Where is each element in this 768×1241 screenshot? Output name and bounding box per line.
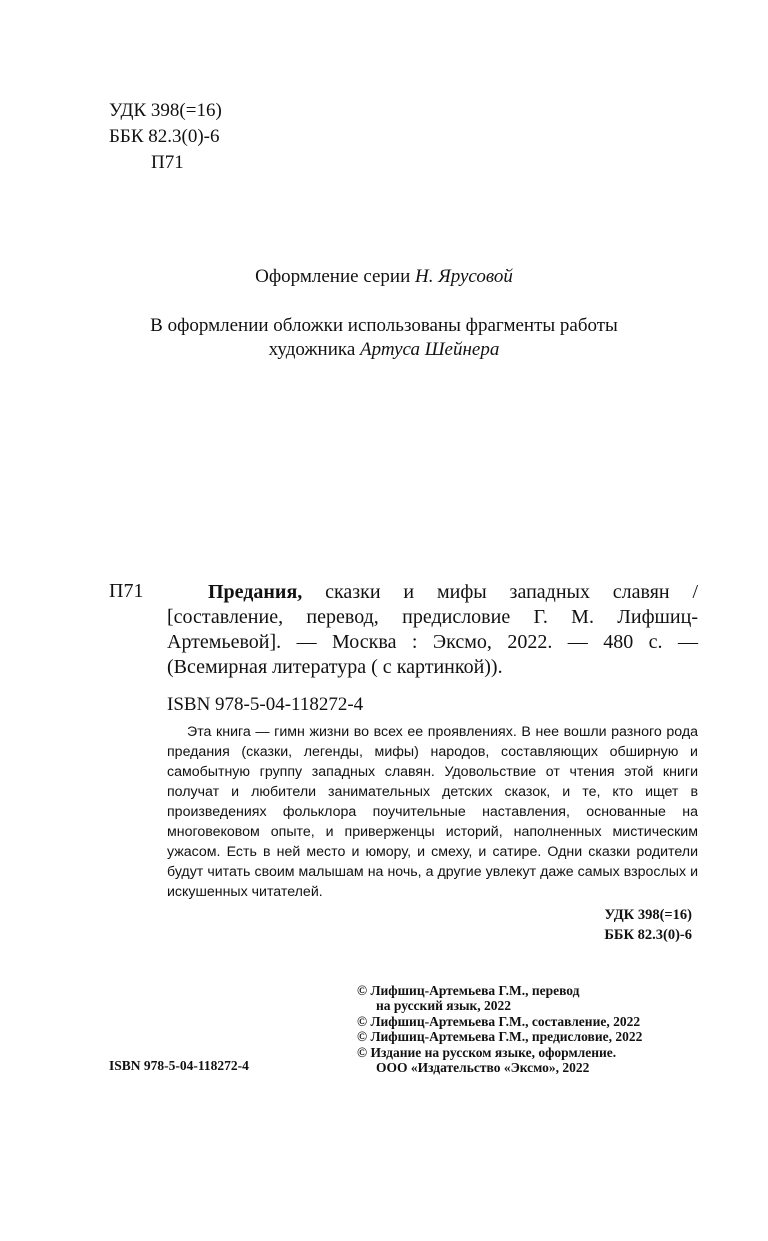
copyright-block bbox=[357, 983, 642, 1075]
copyright-line: на русский язык, 2022 bbox=[376, 998, 512, 1014]
series-design-label: Оформление серии bbox=[255, 266, 411, 287]
book-title: Предания, bbox=[208, 581, 303, 603]
cover-credit-line1: В оформлении обложки использованы фрагменты работы bbox=[150, 315, 618, 336]
copyright-line: © Лифшиц-Артемьева Г.М., перевод bbox=[357, 983, 580, 998]
author-mark: П71 bbox=[151, 152, 184, 173]
udk-code: УДК 398(=16) bbox=[109, 100, 222, 121]
cover-credit bbox=[0, 314, 768, 362]
udk-code-bottom: УДК 398(=16) bbox=[604, 907, 692, 923]
book-abstract bbox=[167, 722, 698, 902]
bibliographic-code: П71 bbox=[109, 580, 144, 602]
series-designer-name: Н. Ярусовой bbox=[415, 266, 513, 287]
abstract-text: Эта книга — гимн жизни во всех ее проявлениях. В нее вошли разного рода предания (сказки, легенды, мифы) народов, составляющих обширную и самобытную группу западных славян. Удовольствие от чтения этой книги получат и любители занимательных детских сказок, и те, кто ищет в произведениях фольклора поучительные наставления, основанные на многовековом опыте, и приверженцы историй, наполненных мистическим ужасом. Есть в ней место и юмору, и смеху, и сатире. Одни сказки родители будут читать своим малышам на ночь, а другие увлекут даже самых взрослых и искушенных читателей. bbox=[167, 724, 698, 900]
classification-codes-bottom bbox=[560, 905, 692, 945]
copyright-line: © Лифшиц-Артемьева Г.М., составление, 2022 bbox=[357, 1013, 641, 1029]
classification-codes bbox=[109, 98, 222, 176]
cover-credit-prefix: художника bbox=[268, 339, 356, 360]
series-design-credit bbox=[0, 266, 768, 288]
bbk-code-bottom: ББК 82.3(0)-6 bbox=[604, 927, 692, 943]
cover-artist-name: Артуса Шейнера bbox=[360, 339, 500, 360]
bibliographic-record bbox=[167, 580, 698, 680]
cover-credit-line2 bbox=[0, 338, 768, 362]
bbk-code: ББК 82.3(0)-6 bbox=[109, 126, 220, 147]
bibliographic-description: сказки и мифы западных славян / [составление, перевод, предисловие Г. М. Лифшиц-Артемьевой]. — Москва : Эксмо, 2022. — 480 с. — (Всемирная литература ( с картинкой)). bbox=[167, 581, 698, 678]
isbn: ISBN 978-5-04-118272-4 bbox=[167, 694, 364, 715]
copyright-line: © Лифшиц-Артемьева Г.М., предисловие, 2022 bbox=[357, 1029, 643, 1045]
copyright-line: © Издание на русском языке, оформление. bbox=[357, 1044, 617, 1060]
copyright-line: ООО «Издательство «Эксмо», 2022 bbox=[376, 1060, 590, 1076]
isbn-bottom: ISBN 978-5-04-118272-4 bbox=[109, 1058, 249, 1073]
